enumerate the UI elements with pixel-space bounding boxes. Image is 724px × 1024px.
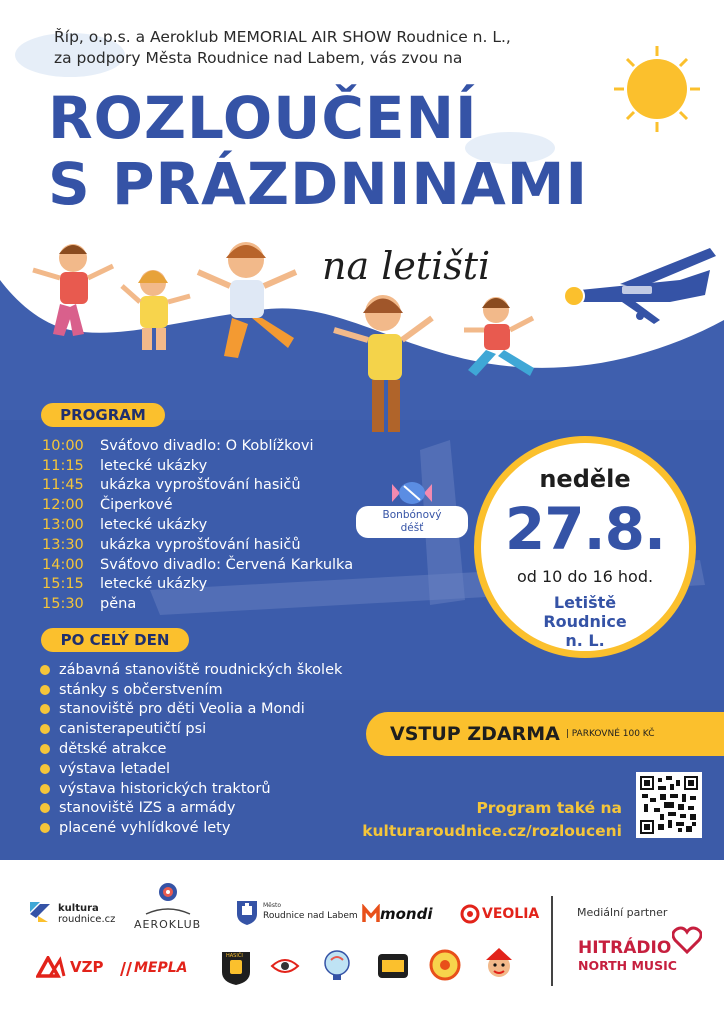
kid-3 — [198, 242, 296, 358]
kid-4 — [334, 295, 432, 432]
bullet-dot-icon — [40, 803, 50, 813]
mesto-small-label: Město — [263, 902, 282, 909]
promo-text — [300, 797, 622, 843]
bullet-dot-icon — [40, 764, 50, 774]
kid-1 — [33, 244, 113, 336]
allday-heading: PO CELÝ DEN — [41, 628, 189, 652]
bullet-dot-icon — [40, 665, 50, 675]
partner-logo-4[interactable] — [428, 948, 462, 982]
intro-text — [54, 27, 614, 69]
candy-icon — [390, 478, 434, 508]
venue-line-1: Letiště — [553, 593, 617, 612]
kultura-domain: roudnice.cz — [58, 914, 116, 925]
title-line-2: S PRÁZDNINAMI — [48, 150, 589, 218]
program-row — [42, 456, 382, 476]
qr-code-icon — [640, 776, 698, 834]
vzp-icon — [36, 956, 66, 978]
allday-item — [40, 779, 400, 799]
mondi-label: mondi — [380, 905, 433, 923]
program-event: ukázka vyprošťování hasičů — [100, 477, 301, 494]
program-row — [42, 495, 382, 515]
bullet-dot-icon — [40, 823, 50, 833]
heart-icon — [672, 926, 702, 954]
entry-parking: | PARKOVNÉ 100 KČ — [565, 729, 655, 739]
program-row — [42, 575, 382, 595]
event-venue — [481, 593, 689, 650]
program-schedule — [42, 436, 382, 614]
event-time: od 10 do 16 hod. — [516, 567, 654, 586]
date-circle — [474, 436, 696, 658]
allday-item — [40, 759, 400, 779]
promo-link[interactable]: kulturaroudnice.cz/rozlouceni — [362, 822, 622, 840]
program-event: letecké ukázky — [100, 576, 208, 593]
kid-5 — [464, 297, 534, 376]
program-row — [42, 555, 382, 575]
allday-item-text: canisterapeutičtí psi — [59, 721, 207, 738]
program-event: ukázka vyprošťování hasičů — [100, 536, 301, 553]
program-event: Čiperkové — [100, 497, 173, 514]
mondi-icon — [362, 904, 380, 924]
allday-item — [40, 660, 400, 680]
sun-icon — [612, 44, 702, 134]
program-event: Sváťovo divadlo: Červená Karkulka — [100, 556, 354, 573]
intro-line-1: Říp, o.p.s. a Aeroklub MEMORIAL AIR SHOW Roudnice n. L., — [54, 28, 511, 46]
bullet-dot-icon — [40, 685, 50, 695]
program-row — [42, 436, 382, 456]
day-name: neděle — [539, 465, 631, 493]
footer-divider — [551, 896, 553, 986]
allday-item-text: stanoviště pro děti Veolia a Mondi — [59, 701, 305, 718]
program-time: 13:30 — [42, 536, 84, 553]
program-row — [42, 535, 382, 555]
partner-logo-5[interactable] — [480, 946, 518, 984]
venue-line-2: Roudnice — [543, 612, 627, 631]
bullet-dot-icon — [40, 744, 50, 754]
entry-banner — [366, 712, 724, 756]
candy-line-1: Bonbónový — [382, 509, 442, 521]
mesto-label: Roudnice nad Labem — [263, 911, 358, 921]
veolia-label: VEOLIA — [482, 906, 540, 922]
program-event: letecké ukázky — [100, 517, 208, 534]
subtitle: na letišti — [322, 244, 491, 288]
candy-text — [356, 506, 468, 538]
program-event: Sváťovo divadlo: O Koblížkovi — [100, 437, 314, 454]
qr-code[interactable] — [636, 772, 702, 838]
mepla-label: MEPLA — [134, 960, 188, 976]
vzp-label: VZP — [70, 958, 104, 976]
title-line-1: ROZLOUČENÍ — [48, 84, 478, 152]
program-time: 15:30 — [42, 596, 84, 613]
program-event: pěna — [100, 596, 137, 613]
logo-hitradio[interactable] — [578, 940, 677, 974]
allday-item — [40, 680, 400, 700]
allday-item — [40, 739, 400, 759]
promo-line-1: Program také na — [476, 799, 622, 817]
hitradio-line-2: NORTH MUSIC — [578, 958, 677, 973]
allday-item — [40, 700, 400, 720]
candy-line-2: déšť — [400, 522, 424, 534]
aeroklub-wing-icon — [144, 906, 192, 918]
allday-item — [40, 719, 400, 739]
program-event: letecké ukázky — [100, 457, 208, 474]
bullet-dot-icon — [40, 784, 50, 794]
airplane-icon — [560, 240, 720, 340]
program-time: 11:45 — [42, 477, 84, 494]
aeroklub-label: AEROKLUB — [134, 918, 202, 931]
city-coat-of-arms-icon — [236, 900, 258, 926]
aeroklub-emblem-icon — [158, 882, 178, 902]
program-row — [42, 476, 382, 496]
logo-aeroklub[interactable] — [132, 882, 204, 938]
allday-item-text: zábavná stanoviště roudnických školek — [59, 661, 343, 678]
bullet-dot-icon — [40, 724, 50, 734]
allday-item-text: stanoviště IZS a armády — [59, 800, 236, 817]
candy-badge — [356, 478, 468, 548]
program-time: 11:15 — [42, 457, 84, 474]
partner-logo-3[interactable] — [376, 952, 410, 980]
allday-item-text: stánky s občerstvením — [59, 681, 223, 698]
allday-item-text: výstava letadel — [59, 760, 171, 777]
allday-item-text: placené vyhlídkové lety — [59, 820, 231, 837]
mepla-stripes-icon — [118, 962, 134, 976]
venue-line-3: n. L. — [565, 631, 605, 650]
veolia-icon — [460, 904, 480, 924]
program-row — [42, 594, 382, 614]
kid-2 — [122, 270, 190, 350]
partner-logo-1[interactable] — [268, 952, 302, 980]
entry-free: VSTUP ZDARMA — [390, 723, 560, 745]
program-row — [42, 515, 382, 535]
media-partner-label: Mediální partner — [577, 906, 668, 919]
event-date: 27.8. — [504, 495, 666, 563]
kultura-logo-icon — [28, 900, 52, 924]
partner-logo-2[interactable] — [322, 948, 352, 982]
hitradio-line-1: HITRÁDIO — [578, 938, 672, 958]
program-time: 10:00 — [42, 437, 84, 454]
program-time: 14:00 — [42, 556, 84, 573]
program-time: 13:00 — [42, 517, 84, 534]
intro-line-2: za podpory Města Roudnice nad Labem, vás zvou na — [54, 49, 463, 67]
program-heading: PROGRAM — [41, 403, 165, 427]
kultura-label: kultura — [58, 903, 99, 914]
allday-item-text: výstava historických traktorů — [59, 780, 271, 797]
bullet-dot-icon — [40, 704, 50, 714]
program-time: 12:00 — [42, 497, 84, 514]
hasici-label: HASIČI — [226, 953, 243, 959]
program-time: 15:15 — [42, 576, 84, 593]
allday-item-text: dětské atrakce — [59, 741, 167, 758]
